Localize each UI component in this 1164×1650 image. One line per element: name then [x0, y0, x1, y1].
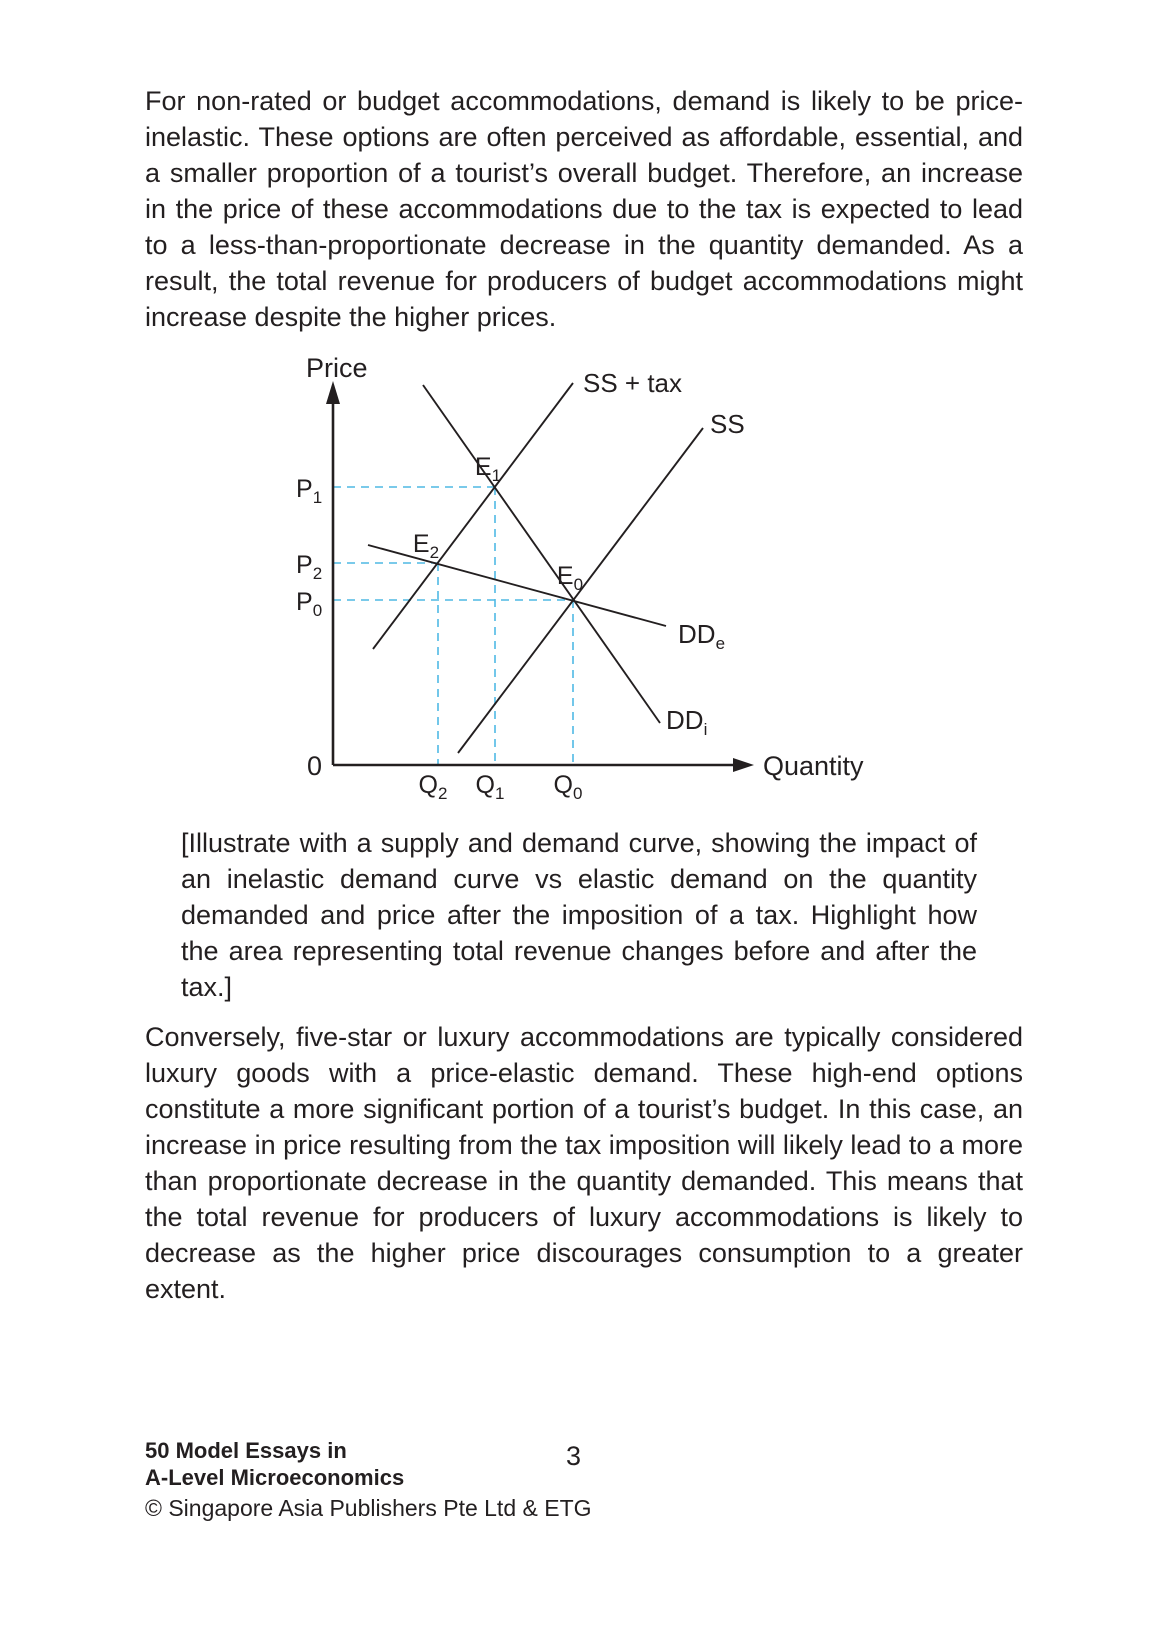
note-paragraph: [Illustrate with a supply and demand curve, showing the impact of an inelastic demand curve vs elastic demand on the quantity demanded and price after the imposition of a tax. Highlight how the area representing total revenue changes before and after the tax.] — [181, 828, 977, 1002]
page-content — [145, 83, 1023, 1307]
label-q1: $Q_1$ — [475, 771, 505, 803]
label-e0: $E_0$ — [556, 562, 584, 594]
ss-label: SS — [710, 409, 745, 439]
label-p2: $P_2$ — [296, 551, 323, 583]
dd-elastic-label: $DD_e$ — [678, 619, 726, 653]
x-axis-arrow-icon — [733, 758, 754, 772]
label-e1: $E_1$ — [474, 453, 502, 485]
label-p1: $P_1$ — [296, 475, 323, 507]
body-paragraph-2: Conversely, five-star or luxury accommodations are typically considered luxury goods with a price-elastic demand. These high-end options constitute a more significant portion of a tourist’s budget. In this case, an increase in price resulting from the tax imposition will likely lead to a more than proportionate decrease in the quantity demanded. This means that the total revenue for producers of luxury accommodations is likely to decrease as the higher price discourages consumption to a greater extent. — [145, 1022, 1023, 1304]
page-number: 3 — [566, 1441, 582, 1471]
footer-series-title: 50 Model Essays in — [145, 1438, 347, 1463]
ss-tax-curve — [373, 383, 573, 649]
footer-series-subtitle: A-Level Microeconomics — [145, 1465, 405, 1490]
supply-demand-diagram — [248, 355, 920, 817]
body-paragraph-1: For non-rated or budget accommodations, demand is likely to be price-inelastic. These options are often perceived as affordable, essential, and a smaller proportion of a tourist’s overall budget. Therefore, an increase in the price of these accommodations due to the tax is expected to lead to a less-than-proportionate decrease in the quantity demanded. As a result, the total revenue for producers of budget accommodations might increase despite the higher prices. — [145, 86, 1023, 332]
y-axis-arrow-icon — [326, 381, 340, 404]
dd-inelastic-label: $DD_i$ — [666, 705, 708, 739]
label-q2: $Q_2$ — [418, 771, 448, 803]
quantity-axis-label: Quantity — [763, 751, 864, 781]
price-axis-label: Price — [306, 355, 368, 383]
ss-tax-label: SS + tax — [583, 368, 682, 398]
origin-label: 0 — [306, 751, 322, 781]
diagram-svg — [248, 355, 920, 817]
footer-copyright: © Singapore Asia Publishers Pte Ltd & ETG — [145, 1495, 592, 1521]
label-e2: $E_2$ — [412, 530, 440, 562]
page-footer — [145, 1437, 592, 1522]
label-p0: $P_0$ — [296, 588, 323, 620]
dd-inelastic-curve — [423, 385, 660, 723]
label-q0: $Q_0$ — [553, 771, 583, 803]
